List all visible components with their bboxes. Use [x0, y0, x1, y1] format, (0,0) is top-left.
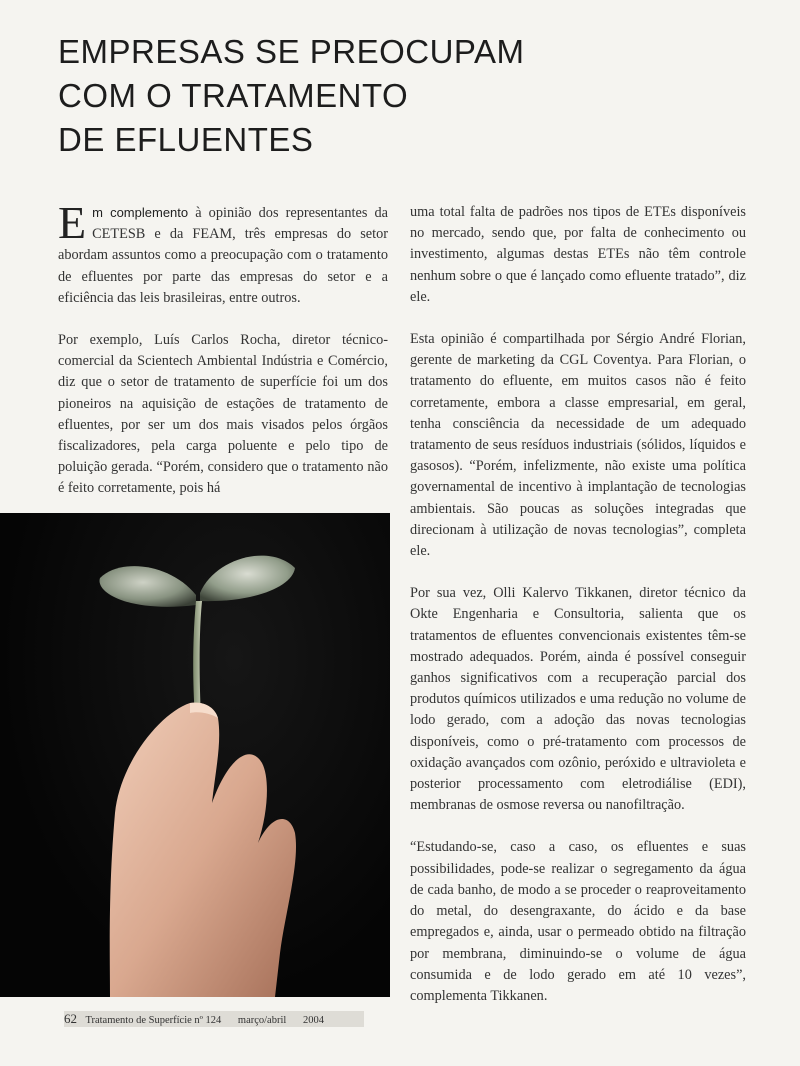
paragraph-florian: Esta opinião é compartilhada por Sérgio André Florian, gerente de marketing da CGL Coventya. Para Florian, o tratamento do efluente, em muitos casos não é feito corretamente, embora a classe empresarial, em geral, tenha consciência da necessidade de um adequado tratamento de seus resíduos industriais (sólidos, líquidos e gasosos). “Porém, infelizmente, não existe uma política governamental de incentivo à implantação de tecnologias ambientais. São poucas as soluções integradas que direcionam à utilização de novas tecnologias”, completa ele.: [410, 331, 746, 560]
paragraph-rocha-continued: uma total falta de padrões nos tipos de ETEs disponíveis no mercado, sendo que, por falta de conhecimento ou investimento, algumas destas ETEs não têm controle nenhum sobre o que é lançado como efluente tratado”, diz ele.: [410, 204, 746, 305]
issue-month: março/abril: [237, 1015, 287, 1026]
issue-year: 2004: [302, 1015, 324, 1026]
title-line-2: COM O TRATAMENTO: [58, 77, 409, 114]
title-line-1: EMPRESAS SE PREOCUPAM: [58, 33, 525, 70]
left-column: [58, 197, 388, 521]
page-number: 62: [64, 1011, 77, 1026]
magazine-name: Tratamento de Superfície nº 124: [85, 1015, 222, 1026]
lead-paragraph: [58, 197, 388, 309]
right-column: [410, 202, 746, 1028]
lead-word: m complemento: [92, 205, 189, 220]
paragraph-rocha: Por exemplo, Luís Carlos Rocha, diretor técnico-comercial da Scientech Ambiental Indústria e Comércio, diz que o setor de tratamento de superfície foi um dos pioneiros na aquisição de estações de tratamento de efluentes, por ser um dos mais visados pelos órgãos fiscalizadores, pela carga poluente e pelo tipo de poluição gerada. “Porém, considero que o tratamento não é feito corretamente, pois há: [58, 332, 388, 497]
lead-text: à opinião dos representantes da CETESB e da FEAM, três empresas do setor abordam assuntos como a preocupação com o tratamento de efluentes por parte das empresas do setor e a eficiência das leis brasileiras, entre outros.: [58, 205, 388, 306]
seedling-photo: [0, 513, 390, 997]
page-footer: [64, 1011, 364, 1027]
paragraph-tikkanen-quote: “Estudando-se, caso a caso, os efluentes e suas possibilidades, pode-se realizar o segregamento da água de cada banho, de modo a se proceder o reaproveitamento do metal, do desengraxante, do ácido e da base empregados e, ainda, usar o permeado obtido na filtração por membrana, diminuindo-se o volume de água consumida e de lodo gerado em até 10 vezes”, complementa Tikkanen.: [410, 839, 746, 1004]
drop-cap: E: [58, 197, 87, 248]
title-line-3: DE EFLUENTES: [58, 121, 314, 158]
paragraph-tikkanen: Por sua vez, Olli Kalervo Tikkanen, diretor técnico da Okte Engenharia e Consultoria, salienta que os tratamentos de efluentes convencionais existentes têm-se mostrado adequados. Porém, ainda é possível conseguir ganhos significativos com a recuperação parcial dos produtos químicos utilizados e uma redução no volume de lodo gerado, com a adoção das novas tecnologias disponíveis, como o pré-tratamento com processos de oxidação avançados com ozônio, peróxido e ultravioleta e posterior processamento com eletrodiálise (EDI), membranas de osmose reversa ou nanofiltração.: [410, 585, 746, 814]
article-title: [58, 30, 618, 162]
seedling-in-hand-illustration: [0, 513, 390, 997]
